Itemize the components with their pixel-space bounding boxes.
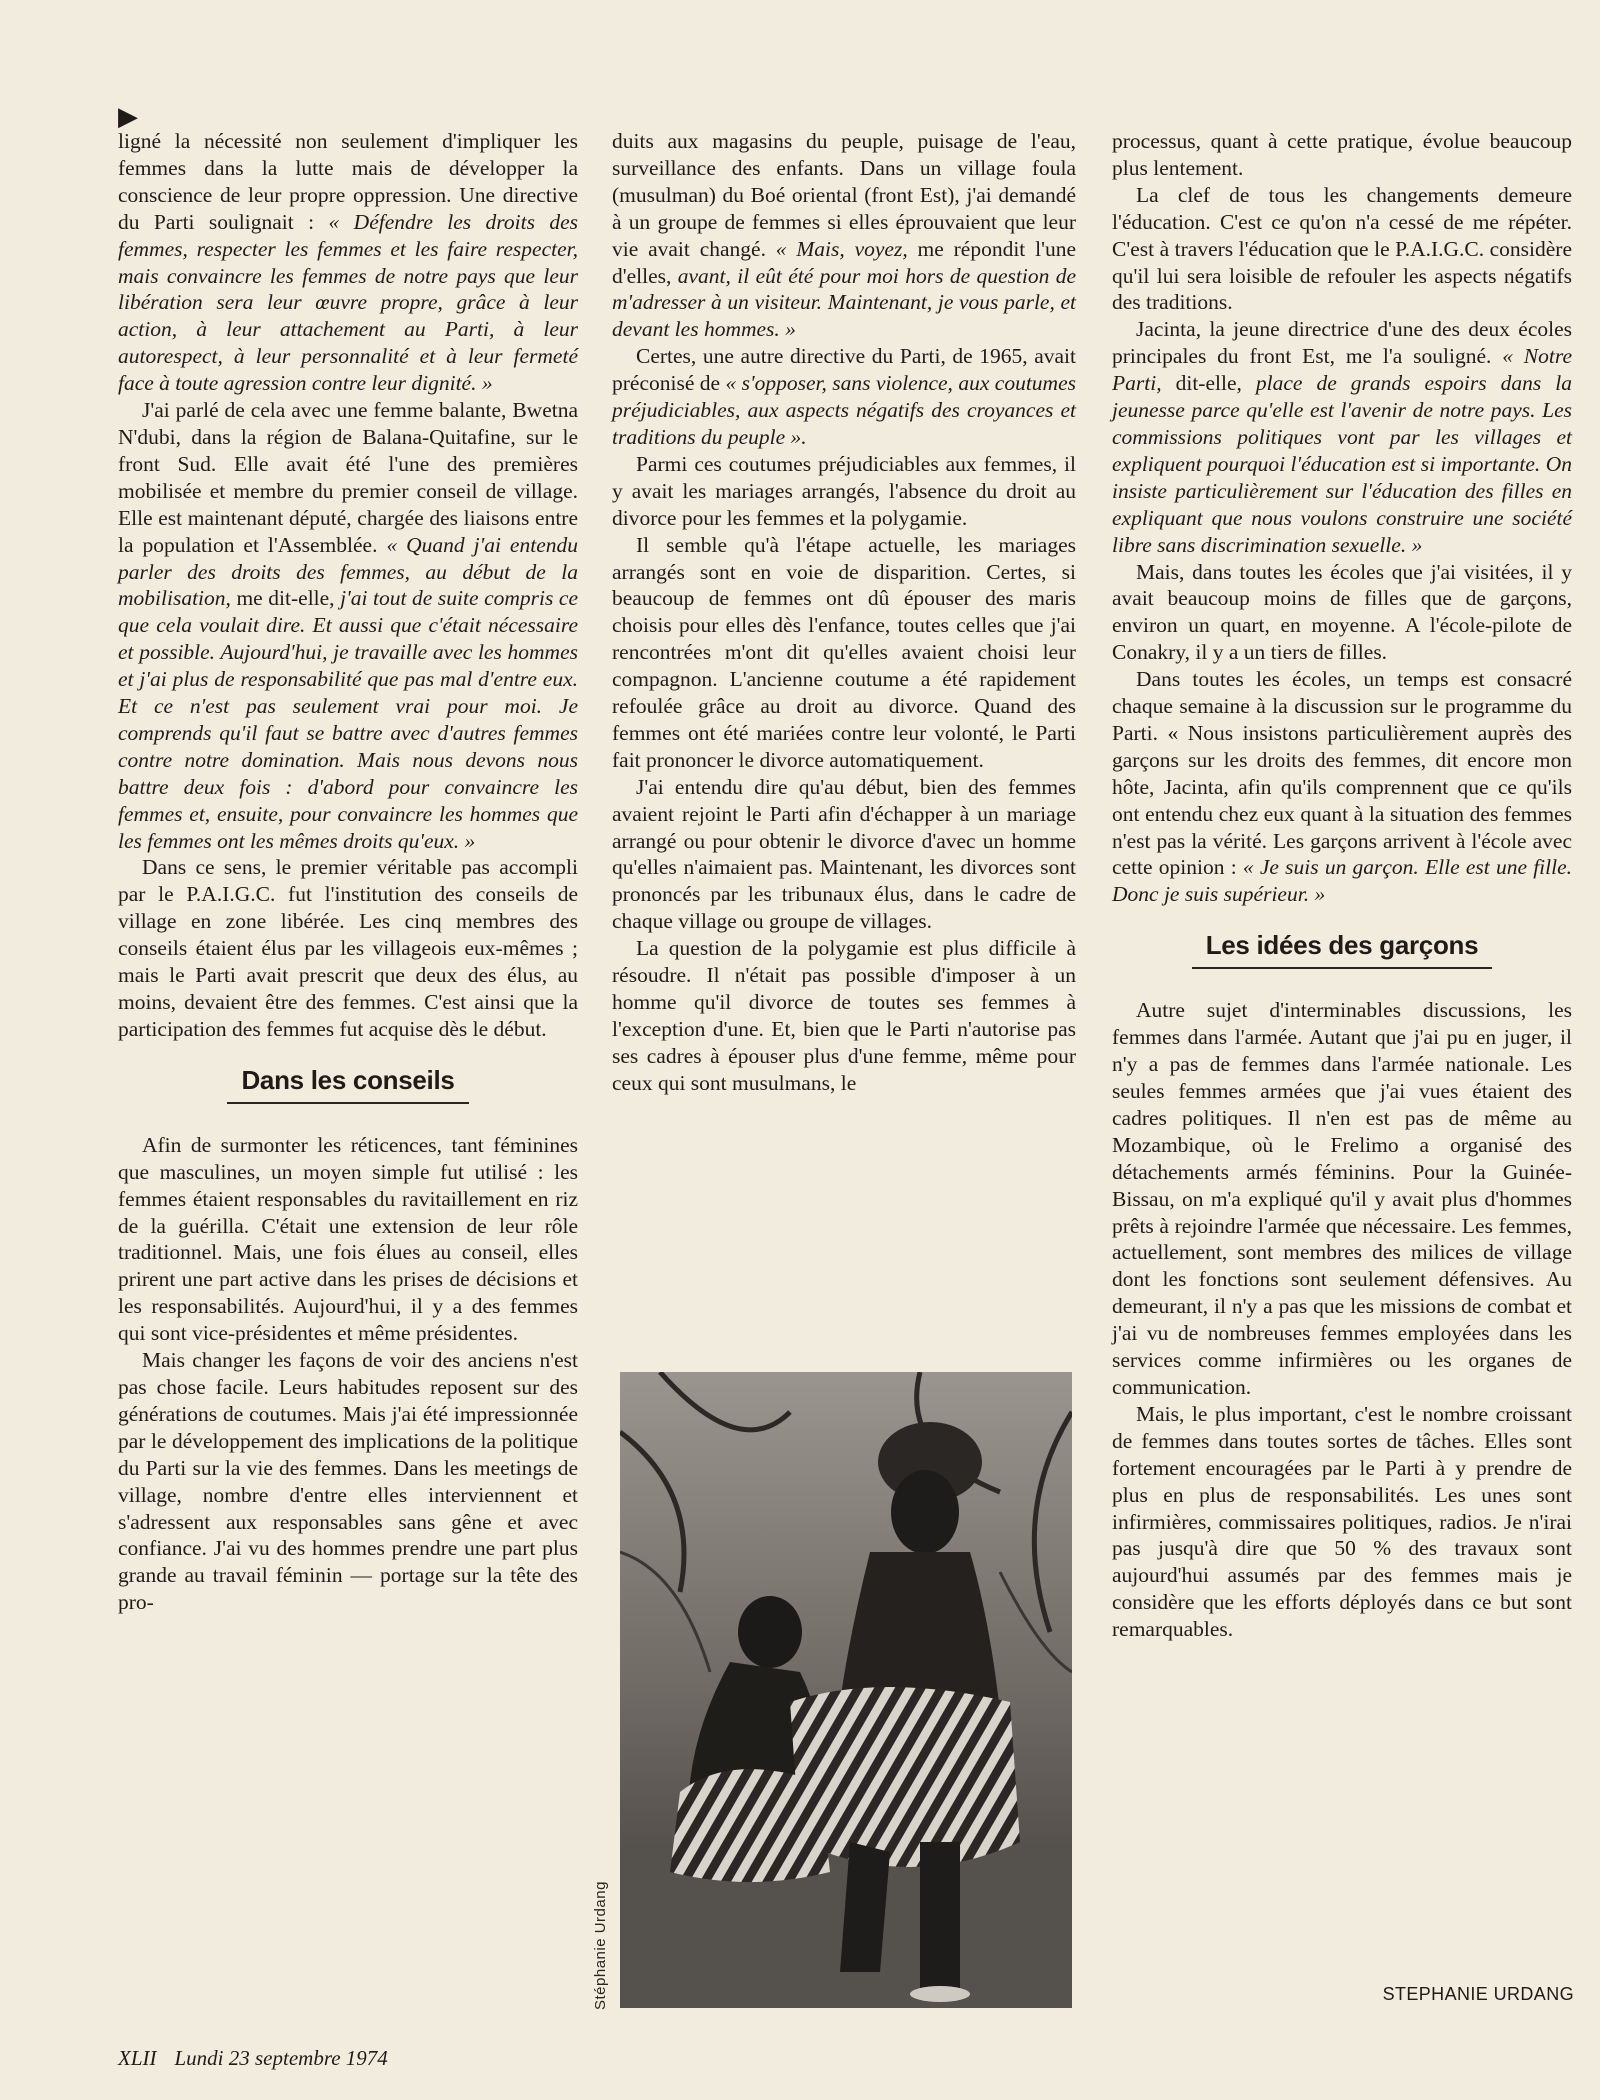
photograph-women-village: [620, 1372, 1072, 2008]
photo-credit: Stéphanie Urdang: [592, 1881, 609, 2010]
paragraph: Parmi ces coutumes préjudiciables aux femmes, il y avait les mariages arrangés, l'absence du droit au divorce pour les femmes et la polygamie.: [612, 451, 1076, 530]
text-run: duits aux magasins du peuple, puisage de l'eau, surveillance des enfants. Dans un village foula (musulman) du Boé oriental (front Est), j'ai demandé à un groupe de femmes si elles éprouvaient que leur vie avait changé.: [612, 129, 1076, 261]
quote-text: « Quand j'ai entendu parler des droits des femmes, au début de la mobilisation,: [118, 532, 578, 611]
text-run: me dit-elle,: [230, 586, 341, 611]
quote-text: place de grands espoirs dans la jeunesse parce qu'elle est l'avenir de notre pays. Les commissions politiques vont par les villages et expliquent pourquoi l'éducation est si importante. On insiste particulièrement sur l'éducation des filles en expliquant que nous voulons construire une société libre sans discrimination sexuelle. »: [1112, 371, 1572, 557]
text-run: me répondit l'une d'elles,: [612, 236, 1076, 288]
paragraph: Mais, dans toutes les écoles que j'ai visitées, il y avait beaucoup moins de filles que de garçons, environ un quart, en moyenne. A l'école-pilote de Conakry, il y a un tiers de filles.: [1112, 559, 1572, 665]
column-3: [1112, 128, 1572, 1643]
quote-text: « Mais, voyez,: [775, 236, 908, 261]
paragraph: Afin de surmonter les réticences, tant féminines que masculines, un moyen simple fut utilisé : les femmes étaient responsables du ravitaillement en riz de la guérilla. C'était une extension de leur rôle traditionnel. Mais, une fois élues au conseil, elles prirent une part active dans les prises de décisions et les responsabilités. Aujourd'hui, il y a des femmes qui sont vice-présidentes et même présidentes.: [118, 1132, 578, 1346]
paragraph: Dans ce sens, le premier véritable pas accompli par le P.A.I.G.C. fut l'institution des conseils de village en zone libérée. Les cinq membres des conseils étaient élus par les villageois eux-mêmes ; mais le Parti avait prescrit que deux des élus, au moins, devaient être des femmes. C'est ainsi que la participation des femmes fut acquise dès le début.: [118, 855, 578, 1041]
text-run: Jacinta, la jeune directrice d'une des deux écoles principales du front Est, me l'a souligné.: [1112, 317, 1572, 369]
paragraph: [612, 128, 1076, 343]
paragraph: La question de la polygamie est plus difficile à résoudre. Il n'était pas possible d'imposer à un homme qu'il divorce de toutes ses femmes à l'exception d'une. Et, bien que le Parti n'autorise pas ses cadres à épouser plus d'une femme, même pour ceux qui sont musulmans, le: [612, 936, 1076, 1095]
paragraph: Mais changer les façons de voir des anciens n'est pas chose facile. Leurs habitudes reposent sur des générations de coutumes. Mais j'ai été impressionnée par le développement des implications de la politique du Parti sur la vie des femmes. Dans les meetings de village, nombre d'entre elles interviennent et s'adressent aux responsables sans gêne et avec confiance. J'ai vu des hommes prendre une part plus grande au travail féminin — portage sur la tête des pro-: [118, 1348, 578, 1615]
quote-text: « Défendre les droits des femmes, respecter les femmes et les faire respecter, mais convaincre les femmes de notre pays que leur libération sera leur œuvre propre, grâce à leur action, à leur attachement au Parti, à leur autorespect, à leur personnalité et à leur fermeté face à toute agression contre leur dignité. »: [118, 209, 579, 396]
issue-date: Lundi 23 septembre 1974: [174, 2046, 388, 2070]
paragraph: [118, 128, 578, 397]
paragraph: [1112, 316, 1572, 558]
text-run: dit-elle,: [1161, 371, 1256, 396]
section-heading: [1112, 930, 1572, 969]
paragraph: [118, 397, 578, 854]
column-1: [118, 128, 578, 1616]
text-run: ligné la nécessité non seulement d'impliquer les femmes dans la lutte mais de développer la conscience de leur propre oppression. Une directive du Parti soulignait :: [118, 129, 578, 234]
paragraph: Mais, le plus important, c'est le nombre croissant de femmes dans toutes sortes de tâches. Elles sont fortement encouragées par le Parti à y prendre de plus en plus de responsabilités. Les unes sont infirmières, commissaires politiques, radios. Je n'irai pas jusqu'à dire que 50 % des travaux sont aujourd'hui assumés par des femmes mais je considère que les efforts déployés dans ce but sont remarquables.: [1112, 1401, 1572, 1642]
text-run: Certes, une autre directive du Parti, de 1965, avait préconisé de: [612, 344, 1076, 396]
paragraph: J'ai entendu dire qu'au début, bien des femmes avaient rejoint le Parti afin d'échapper à un mariage arrangé ou pour obtenir le divorce d'avec un homme qu'elles n'aimaient pas. Maintenant, les divorces sont prononcés par les tribunaux élus, dans le cadre de chaque village ou groupe de villages.: [612, 774, 1076, 934]
author-byline: STEPHANIE URDANG: [1382, 1984, 1574, 2004]
text-run: J'ai parlé de cela avec une femme balante, Bwetna N'dubi, dans la région de Balana-Quitafine, sur le front Sud. Elle avait été l'une des premières mobilisée et membre du premier conseil de village. Elle est maintenant député, chargée des liaisons entre la population et l'Assemblée.: [118, 398, 578, 557]
quote-text: « Notre Parti,: [1112, 344, 1572, 396]
paragraph: La clef de tous les changements demeure l'éducation. C'est ce qu'on n'a cessé de me répéter. C'est à travers l'éducation que le P.A.I.G.C. considère qu'il lui sera loisible de refouler les aspects négatifs des traditions.: [1112, 182, 1572, 315]
section-heading-text: Dans les conseils: [227, 1065, 468, 1104]
paragraph: Il semble qu'à l'étape actuelle, les mariages arrangés sont en voie de disparition. Certes, si beaucoup de femmes ont dû épouser des maris choisis pour elles dès l'enfance, toutes celles que j'ai rencontrées m'ont dit qu'elles avaient choisi leur compagnon. L'ancienne coutume a été rapidement refoulée grâce au droit au divorce. Quand des femmes ont été mariées contre leur volonté, le Parti fait prononcer le divorce automatiquement.: [612, 532, 1076, 772]
column-2: [612, 128, 1076, 1097]
text-run: Dans toutes les écoles, un temps est consacré chaque semaine à la discussion sur le programme du Parti. « Nous insistons particulièrement auprès des garçons sur les droits des femmes, dit encore mon hôte, Jacinta, afin qu'ils comprennent que ce qu'ils ont entendu chez eux quant à la situation des femmes n'est pas la vérité. Les garçons arrivent à l'école avec cette opinion :: [1112, 667, 1572, 880]
paragraph: processus, quant à cette pratique, évolue beaucoup plus lentement.: [1112, 129, 1572, 180]
quote-text: j'ai tout de suite compris ce que cela voulait dire. Et aussi que c'était nécessaire et possible. Aujourd'hui, je travaille avec les hommes et j'ai plus de responsabilité que pas mal d'entre eux. Et ce n'est pas seulement vrai pour moi. Je comprends qu'il faut se battre avec d'autres femmes contre notre domination. Mais nous devons nous battre deux fois : d'abord pour convaincre les femmes et, ensuite, pour convaincre les hommes que les femmes ont les mêmes droits qu'eux. »: [118, 586, 578, 853]
quote-text: avant, il eût été pour moi hors de question de m'adresser à un visiteur. Maintenant, je vous parle, et devant les hommes. »: [612, 263, 1076, 342]
paragraph: Autre sujet d'interminables discussions, les femmes dans l'armée. Autant que j'ai pu en juger, il n'y a pas de femmes dans l'armée nationale. Les seules femmes armées que j'ai vues étaient des cadres politiques. Il n'en est pas de même au Mozambique, où le Frelimo a organisé des détachements armés féminins. Pour la Guinée-Bissau, on m'a expliqué qu'il y avait plus d'hommes prêts à rejoindre l'armée que nécessaire. Les femmes, actuellement, sont membres des milices de village dont les fonctions sont seulement défensives. Au demeurant, il n'y a pas que les missions de combat et j'ai vu de nombreuses femmes employées dans les services comme infirmières ou les organes de communication.: [1112, 998, 1572, 1399]
page-folio: XLII: [118, 2046, 157, 2070]
page-footer: [118, 2046, 406, 2071]
paragraph: [612, 343, 1076, 451]
photo-illustration: [620, 1372, 1072, 2008]
section-heading: [118, 1065, 578, 1104]
quote-text: « Je suis un garçon. Elle est une fille. Donc je suis supérieur. »: [1112, 855, 1573, 907]
section-heading-text: Les idées des garçons: [1192, 930, 1493, 969]
quote-text: « s'opposer, sans violence, aux coutumes préjudiciables, aux aspects négatifs des croyances et traditions du peuple ».: [612, 371, 1076, 449]
paragraph: [1112, 666, 1572, 908]
continuation-arrow-icon: ▶: [118, 102, 138, 131]
